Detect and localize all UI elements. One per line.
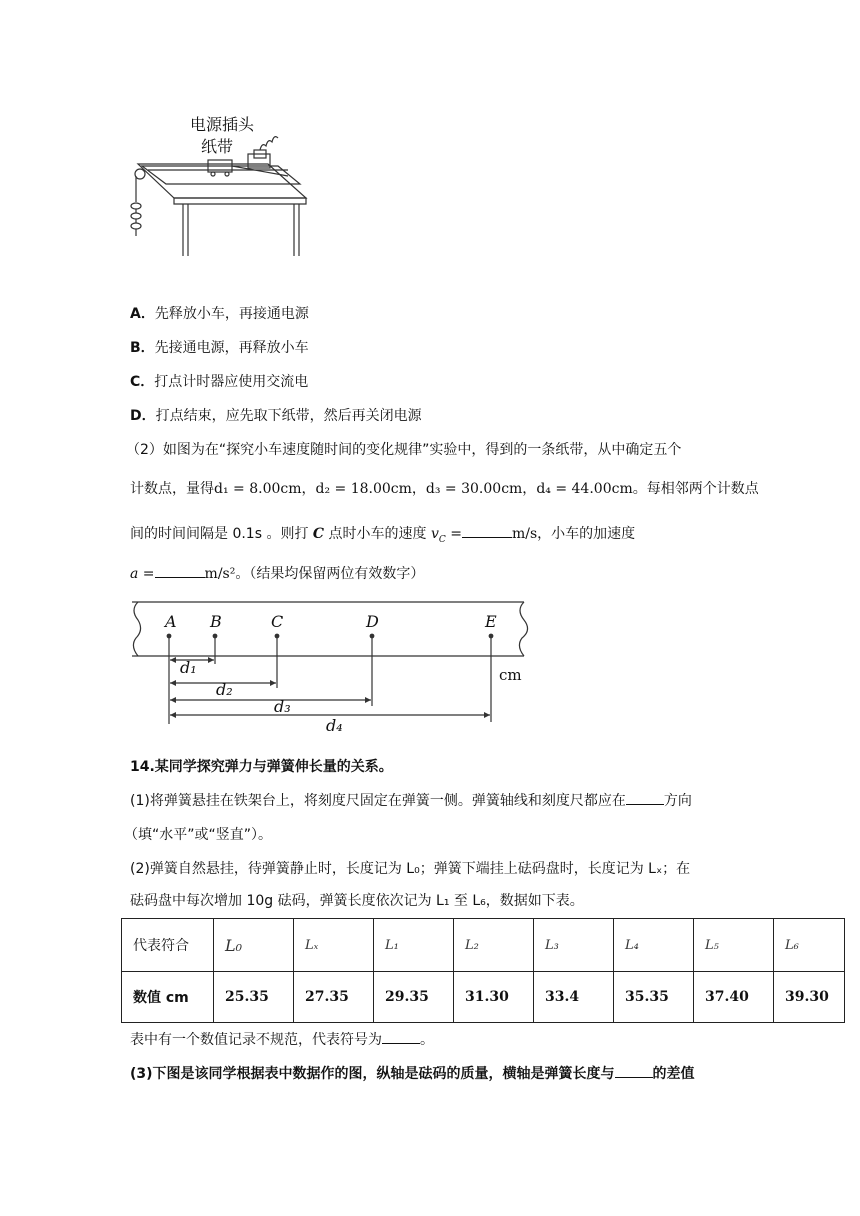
table-header-cell: 数值 cm [122,972,214,1023]
table-value-cell: 35.35 [614,972,694,1023]
table-row [122,972,845,1023]
q14-part2-line2: 砝码盘中每次增加 10g 砝码，弹簧长度依次记为 L₁ 至 L₆，数据如下表。 [130,893,584,909]
table-symbol-cell: L₀ [214,919,294,972]
table-symbol-cell: L₃ [534,919,614,972]
q2-line4 [130,563,424,583]
q14-part3-tail: 的差值 [652,1066,695,1082]
option-letter: B． [130,340,155,356]
q14-part1-hint: （填“水平”或“竖直”）。 [124,827,273,843]
distance-label-d3: d₃ [274,697,291,716]
d3-value: d₃ = 30.00cm， [425,481,537,497]
table-symbol-cell: L₄ [614,919,694,972]
q2-line1: （2）如图为在“探究小车速度随时间的变化规律”实验中，得到的一条纸带，从中确定五个 [126,442,682,458]
q2-line2-post: 。每相邻两个计数点 [632,481,759,497]
option-letter: D． [130,408,156,424]
table-value-cell: 33.4 [534,972,614,1023]
tape-label: 纸带 [201,137,234,156]
point-label-c: C [271,612,284,631]
table-value-cell: 39.30 [774,972,845,1023]
distance-label-d2: d₂ [216,680,233,699]
symbol-answer-blank[interactable] [382,1029,420,1044]
q2-line3 [130,523,635,545]
q14-part2-question-tail: 。 [420,1032,434,1048]
q14-part1-tail: 方向 [663,793,692,809]
q14-part1-text: (1)将弹簧悬挂在铁架台上，将刻度尺固定在弹簧一侧。弹簧轴线和刻度尺都应在 [130,793,626,809]
distance-label-d4: d₄ [326,716,343,735]
option-a [130,303,309,323]
spring-data-table [121,918,845,1023]
difference-answer-blank[interactable] [615,1063,653,1078]
vc-symbol: v [430,526,439,542]
option-b [130,337,309,357]
d4-value: d₄ = 44.00cm [536,481,633,497]
q14-title: 14.某同学探究弹力与弹簧伸长量的关系。 [130,759,393,775]
q14-part2-question-text: 表中有一个数值记录不规范，代表符号为 [130,1032,382,1048]
table-value-cell: 37.40 [694,972,774,1023]
option-text: 先接通电源，再释放小车 [154,340,309,356]
table-value-cell: 25.35 [214,972,294,1023]
acceleration-answer-blank[interactable] [155,563,205,578]
point-c: C [312,526,325,542]
d2-value: d₂ = 18.00cm， [315,481,426,497]
vc-subscript: C [438,534,446,545]
q14-part3-text: (3)下图是该同学根据表中数据作的图，纵轴是砝码的质量，横轴是弹簧长度与 [130,1066,615,1082]
table-value-cell: 29.35 [374,972,454,1023]
point-label-d: D [366,612,379,631]
table-symbol-cell: L₅ [694,919,774,972]
velocity-answer-blank[interactable] [462,523,512,538]
option-text: 打点结束，应先取下纸带，然后再关闭电源 [155,408,422,424]
option-letter: C． [130,374,155,390]
table-row [122,919,845,972]
tape-unit: cm [499,666,522,684]
table-symbol-cell: L₆ [774,919,845,972]
paper-tape-figure [128,596,548,746]
q2-line3-post: ，小车的加速度 [537,526,636,542]
q14-part2-question [130,1029,434,1049]
table-value-cell: 27.35 [294,972,374,1023]
q14-part3 [130,1063,695,1083]
distance-label-d1: d₁ [180,658,197,677]
q14-part2-line1: (2)弹簧自然悬挂，待弹簧静止时，长度记为 L₀；弹簧下端挂上砝码盘时，长度记为 Lₓ；在 [130,861,691,877]
table-symbol-cell: L₂ [454,919,534,972]
plug-label: 电源插头 [190,115,255,134]
option-text: 先释放小车，再接通电源 [154,306,309,322]
equals: = [138,566,155,582]
table-symbol-cell: Lₓ [294,919,374,972]
acceleration-unit: m/s² [204,566,236,582]
option-c [130,371,308,391]
point-label-a: A [165,612,177,631]
option-d [130,405,422,425]
q2-line3-mid: 点时小车的速度 [324,526,431,542]
equals: = [445,526,462,542]
q2-line4-post: 。（结果均保留两位有效数字） [235,566,425,582]
q2-line2-pre: 计数点，量得 [130,481,214,497]
q14-part1 [130,790,692,810]
table-value-cell: 31.30 [454,972,534,1023]
point-label-b: B [210,612,222,631]
table-header-cell: 代表符合 [122,919,214,972]
option-letter: A． [130,306,155,322]
direction-answer-blank[interactable] [626,790,664,805]
a-symbol: a [130,566,139,582]
option-text: 打点计时器应使用交流电 [154,374,309,390]
q2-line3-pre: 间的时间间隔是 0.1s 。则打 [130,526,313,542]
apparatus-figure [128,106,308,258]
point-label-e: E [485,612,497,631]
table-symbol-cell: L₁ [374,919,454,972]
q2-line2 [130,478,759,498]
d1-value: d₁ = 8.00cm， [214,481,316,497]
velocity-unit: m/s [511,526,538,542]
